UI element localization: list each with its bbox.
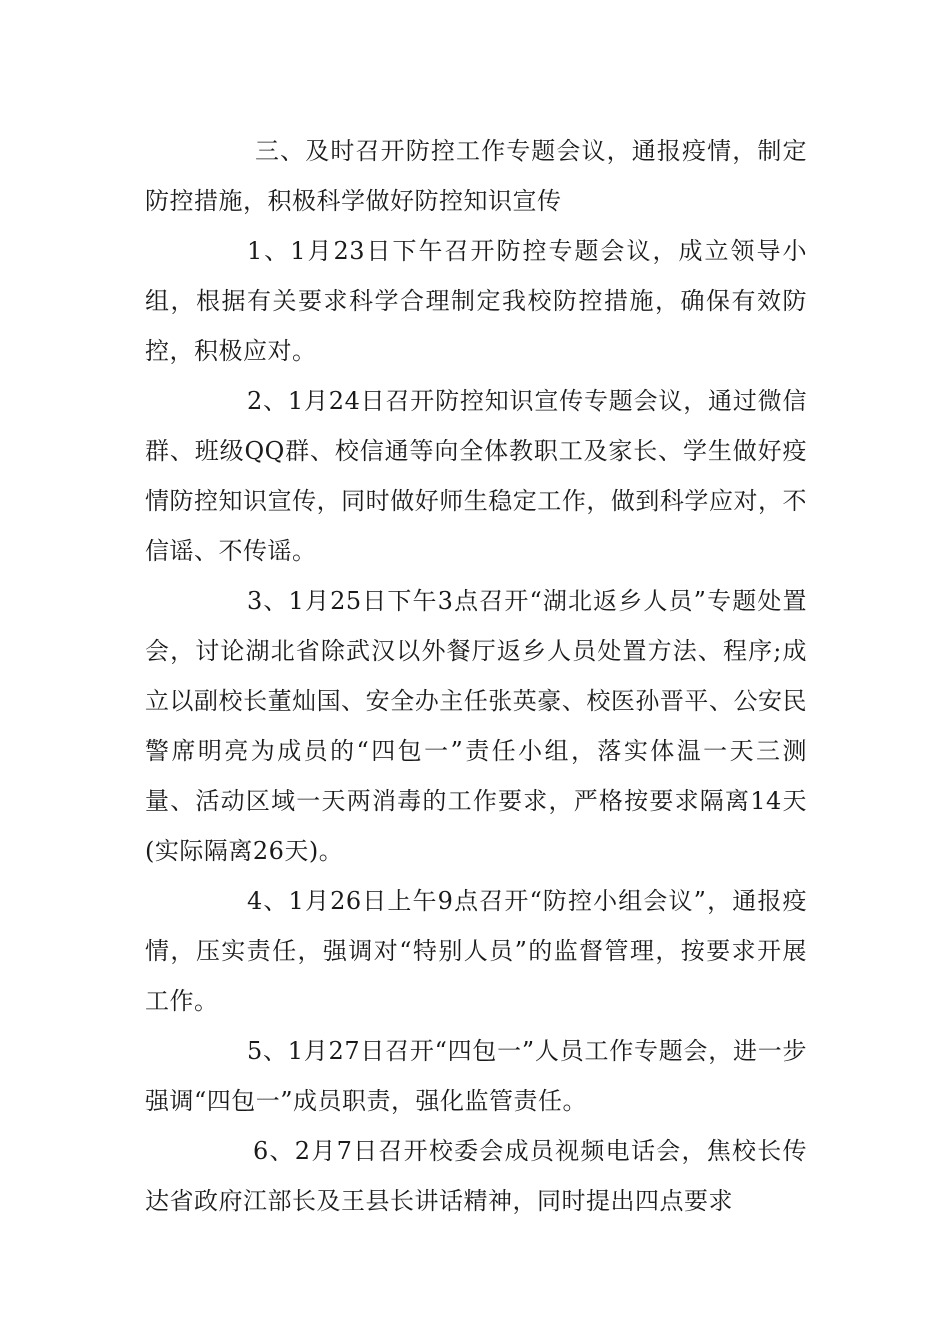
paragraph-item-2: 2、1月24日召开防控知识宣传专题会议，通过微信群、班级QQ群、校信通等向全体教职工及家长、学生做好疫情防控知识宣传，同时做好师生稳定工作，做到科学应对，不信谣、不传谣。 — [145, 387, 807, 565]
paragraph-item-4: 4、1月26日上午9点召开“防控小组会议”，通报疫情，压实责任，强调对“特别人员”的监督管理，按要求开展工作。 — [145, 887, 807, 1015]
paragraph-item-3: 3、1月25日下午3点召开“湖北返乡人员”专题处置会，讨论湖北省除武汉以外餐厅返乡人员处置方法、程序;成立以副校长董灿国、安全办主任张英豪、校医孙晋平、公安民警席明亮为成员的“四包一”责任小组，落实体温一天三测量、活动区域一天两消毒的工作要求，严格按要求隔离14天(实际隔离26天)。 — [145, 587, 807, 865]
paragraph-item-1: 1、1月23日下午召开防控专题会议，成立领导小组，根据有关要求科学合理制定我校防控措施，确保有效防控，积极应对。 — [145, 237, 807, 365]
paragraph-item-6: 6、2月7日召开校委会成员视频电话会，焦校长传达省政府江部长及王县长讲话精神，同时提出四点要求 — [145, 1137, 807, 1215]
paragraph-item-5: 5、1月27日召开“四包一”人员工作专题会，进一步强调“四包一”成员职责，强化监管责任。 — [145, 1037, 807, 1115]
document-page — [145, 126, 807, 1226]
section-heading: 三、及时召开防控工作专题会议，通报疫情，制定防控措施，积极科学做好防控知识宣传 — [145, 137, 807, 215]
